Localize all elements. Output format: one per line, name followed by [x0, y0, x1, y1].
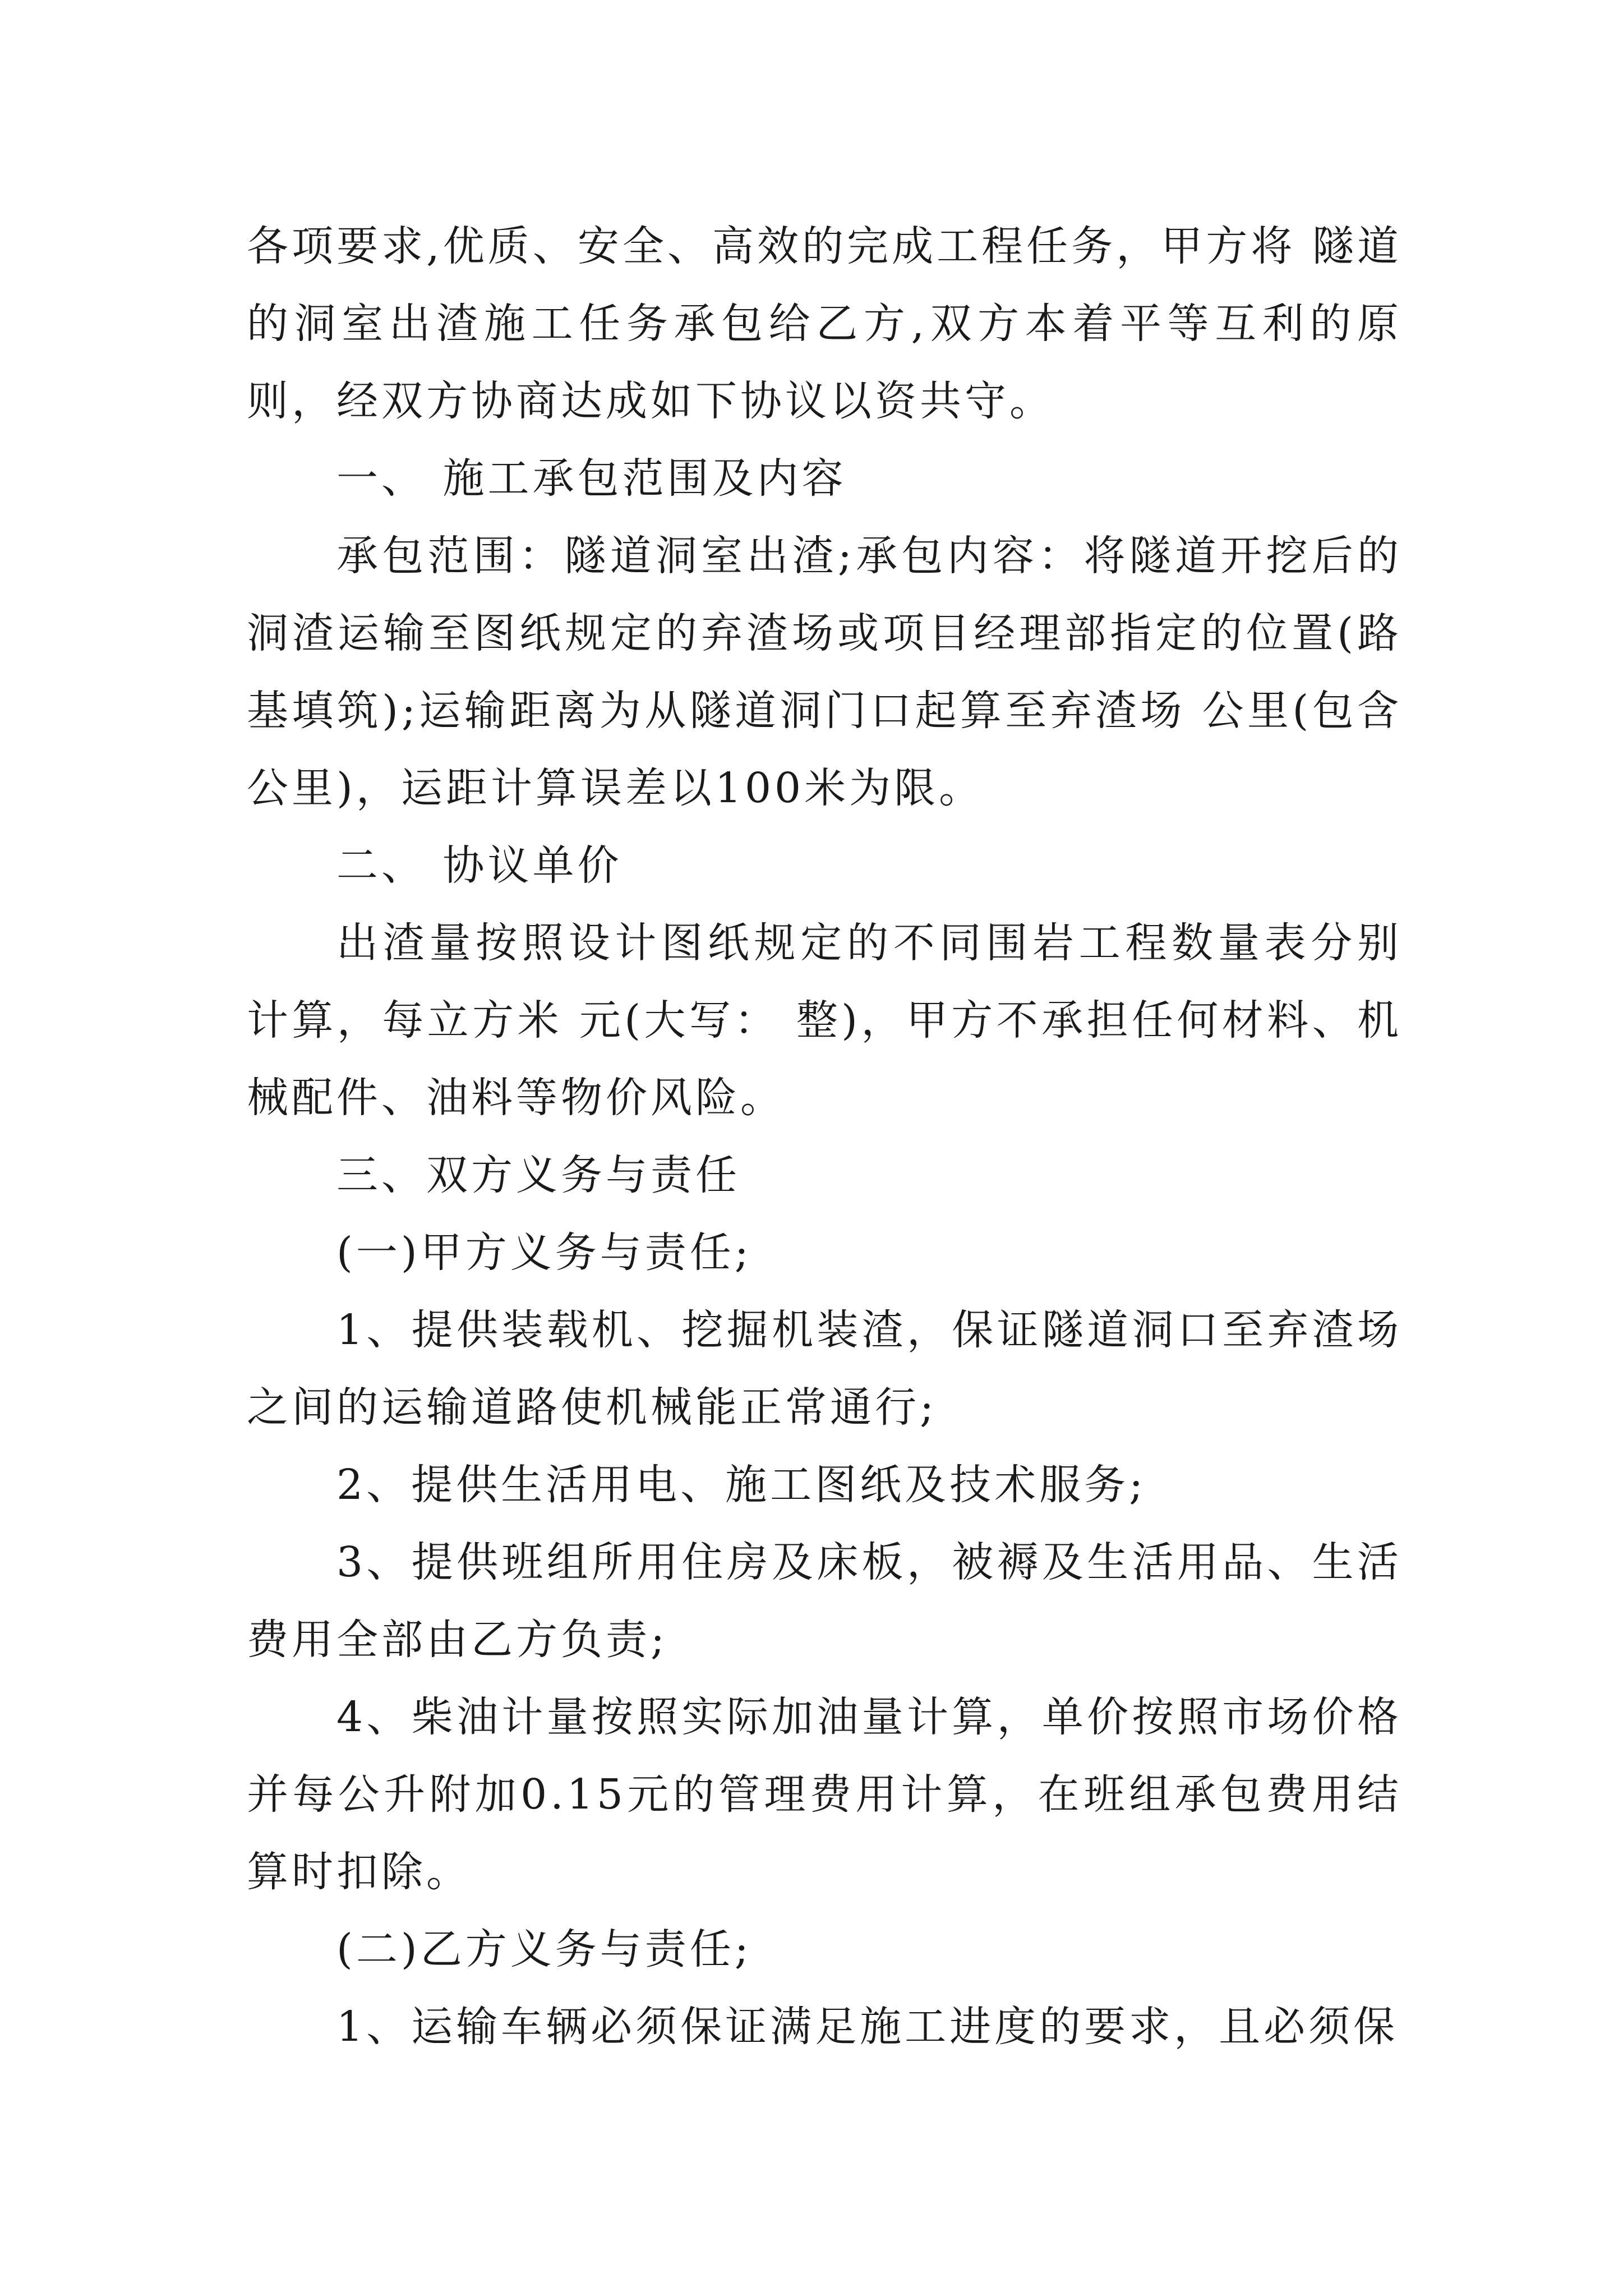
section-heading: 三、双方义务与责任	[336, 1151, 740, 1199]
paragraph: 出渣量按照设计图纸规定的不同围岩工程数量表分别计算，每立方米 元(大写： 整)，甲方不承担任何材料、机械配件、油料等物价风险。	[247, 919, 1402, 1122]
list-item: 3、提供班组所用住房及床板，被褥及生活用品、生活费用全部由乙方负责;	[247, 1538, 1402, 1664]
list-item: 4、柴油计量按照实际加油量计算，单价按照市场价格并每公升附加0.15元的管理费用计算，在班组承包费用结算时扣除。	[247, 1693, 1402, 1896]
subsection-heading: (二)乙方义务与责任;	[336, 1925, 752, 1973]
list-item: 1、运输车辆必须保证满足施工进度的要求，且必须保	[336, 2003, 1399, 2051]
section-heading: 一、 施工承包范围及内容	[336, 454, 847, 503]
paragraph: 承包范围：隧道洞室出渣;承包内容：将隧道开挖后的洞渣运输至图纸规定的弃渣场或项目经理部指定的位置(路基填筑);运输距离为从隧道洞门口起算至弃渣场 公里(包含公里)，运距计算误差以100米为限。	[247, 532, 1402, 812]
subsection-heading: (一)甲方义务与责任;	[336, 1228, 752, 1277]
section-heading: 二、 协议单价	[336, 841, 623, 890]
list-item: 1、提供装载机、挖掘机装渣，保证隧道洞口至弃渣场之间的运输道路使机械能正常通行;	[247, 1306, 1402, 1432]
document-body	[247, 208, 1402, 2065]
list-item: 2、提供生活用电、施工图纸及技术服务;	[336, 1461, 1147, 1509]
paragraph: 各项要求,优质、安全、高效的完成工程任务，甲方将 隧道的洞室出渣施工任务承包给乙方,双方本着平等互利的原则，经双方协商达成如下协议以资共守。	[247, 222, 1402, 425]
